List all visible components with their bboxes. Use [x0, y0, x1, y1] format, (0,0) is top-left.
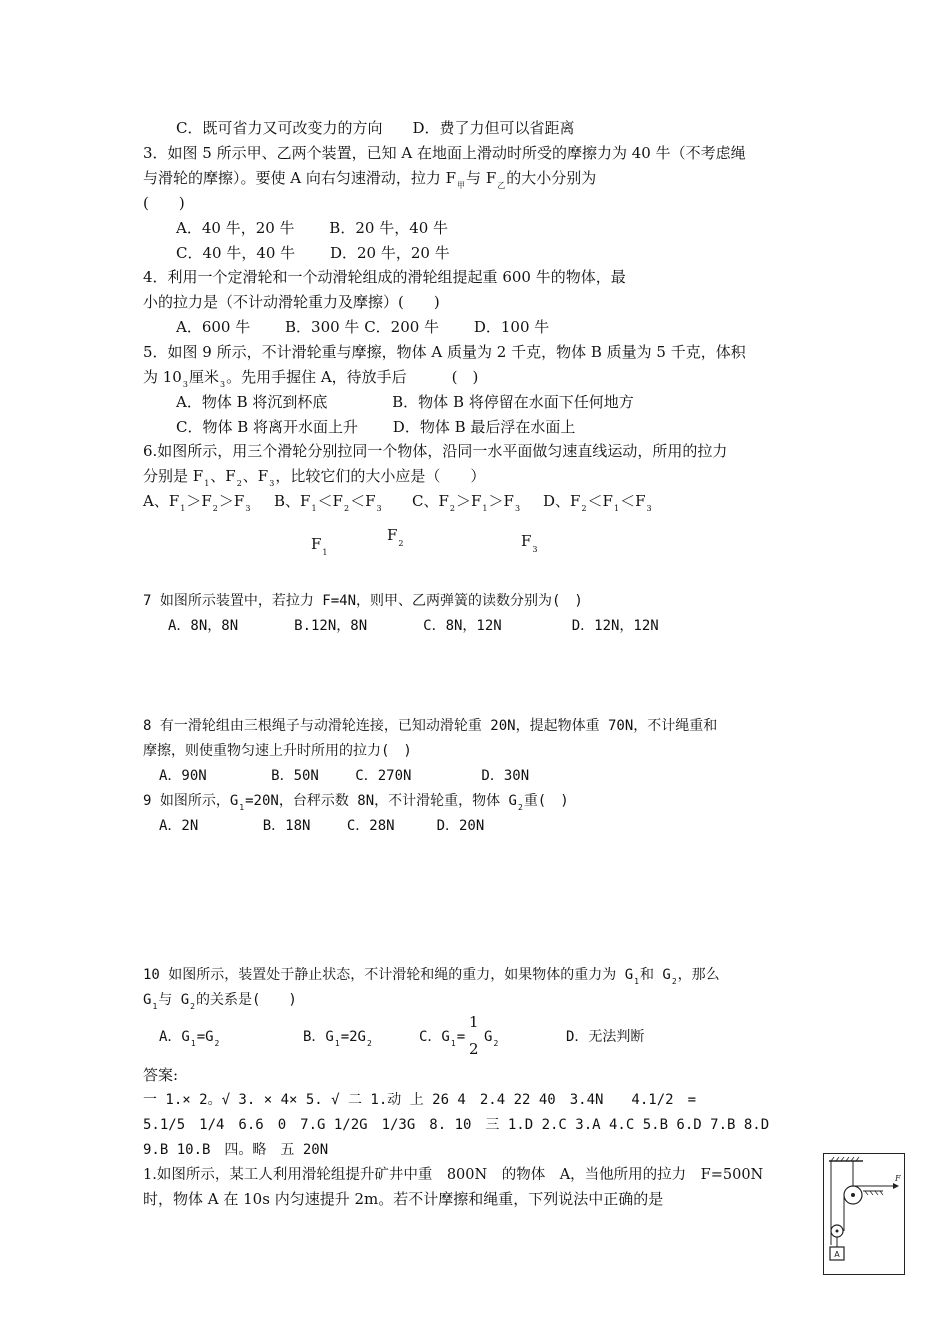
q5-options-cd: C．物体 B 将离开水面上升 D．物体 B 最后浮在水面上	[176, 418, 576, 436]
force-f-label: F	[895, 1174, 901, 1183]
q4-stem-line1: 4．利用一个定滑轮和一个动滑轮组成的滑轮组提起重 600 牛的物体，最	[143, 268, 626, 286]
q10-option-c-numerator: 1	[469, 1013, 479, 1031]
block-a-label: A	[834, 1250, 840, 1259]
problem1-stem-line2: 时，物体 A 在 10s 内匀速提升 2m。若不计摩擦和绳重，下列说法中正确的是	[143, 1190, 664, 1208]
q3-answer-paren: ( )	[143, 194, 185, 212]
q5-stem-line1: 5．如图 9 所示，不计滑轮重与摩擦，物体 A 质量为 2 千克，物体 B 质量为 5 千克，体积	[143, 343, 746, 361]
q9-stem: 9 如图所示，$G_1=20N$，台秤示数 8N，不计滑轮重，物体 $G_2$重( )	[143, 793, 569, 812]
figure6-label-f2: $F_2$	[387, 526, 404, 548]
q6-option-c: C、$F_2>F_1>F_3$	[412, 492, 521, 513]
q10-option-c-g: $G_2$	[484, 1029, 499, 1048]
q3-stem-line2: 与滑轮的摩擦）。要使 A 向右匀速滑动，拉力 $F_甲$与 $F_乙$的大小分别为	[143, 169, 597, 190]
q7-options: A．8N，8N B.12N，8N C．8N，12N D．12N，12N	[168, 618, 659, 634]
q9-options: A．2N B．18N C．28N D．20N	[159, 818, 485, 834]
q6-option-d: D、$F_2<F_1<F_3$	[543, 492, 652, 513]
q2-options-cd: C．既可省力又可改变力的方向 D．费了力但可以省距离	[176, 119, 575, 137]
q3-options-cd: C．40 牛，40 牛 D．20 牛，20 牛	[176, 244, 450, 262]
pulley-system-figure	[823, 1153, 905, 1275]
q4-options: A．600 牛 B．300 牛 C．200 牛 D．100 牛	[176, 318, 550, 336]
q10-option-c-denominator: 2	[469, 1040, 479, 1058]
q3-stem-line1: 3．如图 5 所示甲、乙两个装置，已知 A 在地面上滑动时所受的摩擦力为 40 牛（不考虑绳	[143, 144, 746, 162]
answers-line3: 9.B 10.B 四。略 五 20N	[143, 1142, 329, 1158]
q8-stem-line1: 8 有一滑轮组由三根绳子与动滑轮连接，已知动滑轮重 20N，提起物体重 70N，不计绳重和	[143, 718, 718, 734]
q6-stem-line1: 6.如图所示，用三个滑轮分别拉同一个物体，沿同一水平面做匀速直线运动，所用的拉力	[143, 442, 728, 460]
q5-options-ab: A．物体 B 将沉到杯底 B．物体 B 将停留在水面下任何地方	[176, 393, 634, 411]
q3-options-ab: A．40 牛，20 牛 B．20 牛，40 牛	[176, 219, 449, 237]
answers-line1: 一 1.× 2。√ 3. × 4× 5. √ 二 1.动 上 26 4 2.4 22 40 3.4N 4.1/2 =	[143, 1092, 697, 1108]
q10-option-d: D．无法判断	[566, 1029, 645, 1045]
q4-stem-line2: 小的拉力是（不计动滑轮重力及摩擦）( )	[143, 293, 440, 311]
q10-option-a: A．$G_1=G_2$	[159, 1029, 220, 1048]
answers-line2: 5.1/5 1/4 6.6 0 7.G 1/2G 1/3G 8. 10 三 1.D 2.C 3.A 4.C 5.B 6.D 7.B 8.D	[143, 1117, 770, 1133]
q8-options: A．90N B．50N C．270N D．30N	[159, 768, 530, 784]
q6-option-a: A、$F_1>F_2>F_3$	[143, 492, 251, 513]
problem1-stem-line1: 1.如图所示，某工人利用滑轮组提升矿井中重 800N 的物体 A，当他所用的拉力 F=500N	[143, 1167, 764, 1183]
answers-label: 答案:	[143, 1066, 179, 1084]
q10-option-b: B．$G_1=2G_2$	[303, 1029, 372, 1048]
q10-option-c: C．$G_1=$	[419, 1029, 466, 1048]
figure6-label-f1: $F_1$	[311, 535, 328, 557]
q8-stem-line2: 摩擦，则使重物匀速上升时所用的拉力( )	[143, 743, 412, 759]
q10-stem-line2: $G_1$与 $G_2$的关系是( )	[143, 992, 297, 1011]
q6-option-b: B、$F_1<F_2<F_3$	[274, 492, 382, 513]
q6-stem-line2: 分别是 $F_1$、$F_2$、$F_3$，比较它们的大小应是（ ）	[143, 467, 486, 488]
q10-stem-line1: 10 如图所示，装置处于静止状态，不计滑轮和绳的重力，如果物体的重力为 $G_1$和 $G_2$，那么	[143, 967, 720, 986]
q5-stem-line2: 为 $10_3$厘米$_3$。先用手握住 A，待放手后 ( )	[143, 368, 479, 389]
q7-stem: 7 如图所示装置中，若拉力 F=4N，则甲、乙两弹簧的读数分别为( )	[143, 593, 583, 609]
figure6-label-f3: $F_3$	[521, 532, 538, 554]
